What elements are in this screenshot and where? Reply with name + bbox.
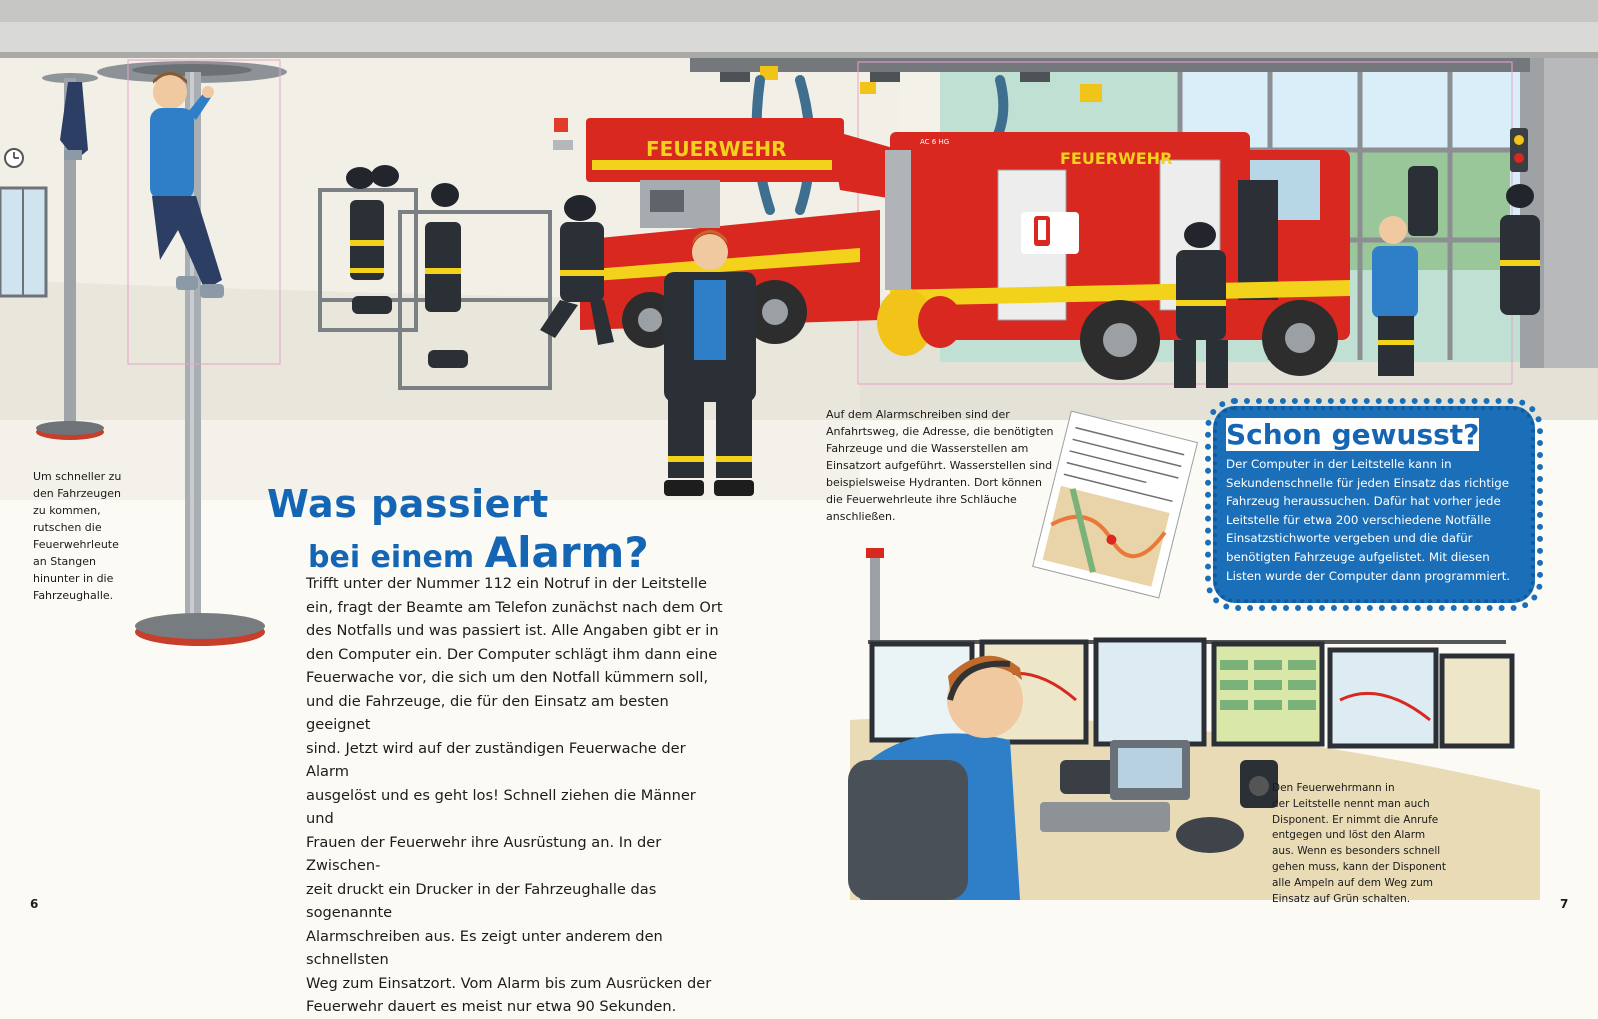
heading-line1: Was passiert xyxy=(267,482,549,526)
phone-icon xyxy=(1034,216,1050,246)
pole-caption: Um schneller zu den Fahrzeugen zu kommen, rutschen die Feuerwehrleute an Stangen hinunter in die Fahrzeughalle. xyxy=(33,470,122,602)
dispatcher-caption: Den Feuerwehrmann in der Leitstelle nennt man auch Disponent. Er nimmt die Anrufe entgegen und löst den Alarm aus. Wenn es besonders schnell gehen muss, kann der Disponent alle Ampeln auf dem Weg zum Einsatz auf Grün schalten. xyxy=(1272,782,1446,905)
info-box-content xyxy=(1226,418,1526,585)
page-number-right: 7 xyxy=(1560,897,1569,911)
alarm-sheet-caption: Auf dem Alarmschreiben sind der Anfahrtsweg, die Adresse, die benötigten Fahrzeuge und die Wasserstellen am Einsatzort aufgeführt. Wasserstellen sind beispielsweise Hydranten. Dort können die Feuerwehrleute ihre Schläuche anschließen. xyxy=(826,408,1054,523)
truck2-label: FEUERWEHR xyxy=(1060,149,1173,168)
info-box-title: Schon gewusst? xyxy=(1226,418,1480,451)
heading-line2 xyxy=(308,528,649,577)
truck2-plate: AC 6 HG xyxy=(920,138,950,146)
keyboard-icon xyxy=(1040,802,1170,832)
truck2-number: 112 xyxy=(1086,221,1149,256)
info-box-text: Der Computer in der Leitstelle kann in Sekundenschnelle für jeden Einsatz das richtige Fahrzeug heraussuchen. Dafür hat vorher jede Leitstelle für etwa 200 verschiedene Notfälle Einsatzstichworte vergeben und die dafür benötigten Fahrzeuge aufgelistet. Mit diesen Listen wurde der Computer dann programmiert. xyxy=(1226,457,1511,583)
heading-line2-prefix: bei einem xyxy=(308,540,485,575)
fire-truck-112 xyxy=(877,132,1350,380)
traffic-light-icon xyxy=(1510,128,1528,172)
body-text: Trifft unter der Nummer 112 ein Notruf in der Leitstelle ein, fragt der Beamte am Telefon zunächst nach dem Ort des Notfalls und was passiert ist. Alle Angaben gibt er in den Computer ein. Der Computer schlägt ihm dann eine Feuerwache vor, die sich um den Notfall kümmern soll, und die Fahrzeuge, die für den Einsatz am besten geeignet sind. Jetzt wird auf der zuständigen Feuerwache der Alarm ausgelöst und es geht los! Schnell ziehen die Männer und Frauen der Feuerwehr ihre Ausrüstung an. In der Zwischen- zeit druckt ein Drucker in der Fahrzeughalle das sogenannte Alarmschreiben aus. Es zeigt unter anderem den schnellsten Weg zum Einsatzort. Vom Alarm bis zum Ausrücken der Feuerwehr dauert es meist nur etwa 90 Sekunden. xyxy=(306,575,723,1015)
page-number-left: 6 xyxy=(30,897,39,911)
alarm-light-icon xyxy=(554,118,568,132)
truck1-label: FEUERWEHR xyxy=(646,137,787,161)
heading-line2-big: Alarm? xyxy=(484,528,649,577)
